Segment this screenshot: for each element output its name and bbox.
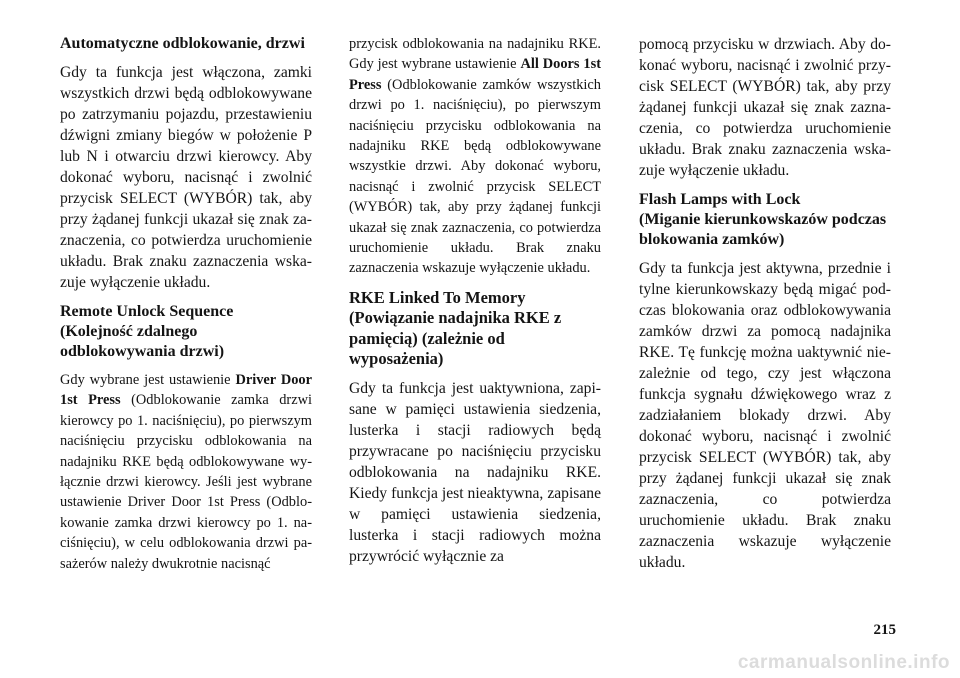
heading-line: (Kolejność zdalnego odblokowywania drzwi) [60,323,225,360]
section-heading-flash-lamps-with-lock [639,190,891,250]
paragraph-auto-unlock: Gdy ta funkcja jest włączona, zamki wszystkich drzwi będą odblokowywane po zatrzymaniu pojazdu, przestawieniu dźwigni zmiany biegów w położenie P lub N i otwarciu drzwi kierowcy. Aby dokonać wyboru, nacisnąć i zwolnić przycisk SELECT (WYBÓR) tak, aby przy żądanej funkcji ukazał się znak zaznaczenia, co potwierdza uruchomienie układu. Brak znaku zaznaczenia wskazuje wyłączenie układu. [60,64,312,291]
text-run: przycisk odblokowania na nadajniku RKE. Gdy jest wybrane ustawienie [349,36,601,73]
section-heading-rke-linked-to-memory [349,288,601,370]
page-number: 215 [873,622,896,638]
heading-line: blokowania zamków) [639,231,785,248]
heading-line: RKE Linked To Memory [349,287,526,307]
text-column-1 [60,34,312,583]
heading-line: Flash Lamps with Lock [639,191,801,208]
heading-line: (Miganie kierunkowskazów podczas [639,211,887,228]
text-column-3 [639,34,891,582]
text-run: (Odblokowanie zamków wszystkich drzwi po 1. naciśnięciu), po pierwszym naciśnięciu przycisku odblokowania na nadajniku RKE będą odblokowywane wszystkie drzwi. Aby dokonać wyboru, nacisnąć i zwolnić przycisk SELECT (WYBÓR) tak, aby przy żądanej funkcji ukazał się znak zaznaczenia, co potwierdza uruchomienie układu. Brak znaku zaznaczenia wskazuje wyłączenie układu. [349,76,601,277]
text-column-2 [349,34,601,576]
option-name-driver-door-1st-press: Driver Door 1st Press [60,372,312,409]
paragraph-flash-lamps-with-lock: Gdy ta funkcja jest aktywna, przednie i tylne kierunkowskazy będą migać podczas blokowania oraz odblokowywania zamków drzwi za pomocą nadajnika RKE. Tę funkcję można uaktywnić niezależnie od tego, czy jest włączona funkcja sygnału dźwiękowego wraz z zadziałaniem blokady drzwi. Aby dokonać wyboru, nacisnąć i zwolnić przycisk SELECT (WYBÓR) tak, aby przy żądanej funkcji ukazał się znak zaznaczenia, co potwierdza uruchomienie układu. Brak znaku zaznaczenia wskazuje wyłączenie układu. [639,260,891,571]
text-run: Gdy wybrane jest ustawienie [60,372,236,388]
heading-line: pamięcią) (zależnie od wyposażenia) [349,328,505,369]
heading-line: (Powiązanie nadajnika RKE z [349,308,562,328]
watermark: carmanualsonline.info [737,652,950,673]
heading-line: Remote Unlock Sequence [60,303,234,320]
paragraph-remote-unlock-sequence [60,370,312,574]
section-heading-remote-unlock-sequence [60,302,312,362]
text-run: (Odblokowanie zamka drzwi kierowcy po 1. naciśnięciu), po pierwszym naciśnięciu przycisku odblokowania na nadajniku RKE będą odblokowywane wyłącznie drzwi kierowcy. Jeśli jest wybrane ustawienie Driver Door 1st Press (Odblokowanie zamka drzwi kierowcy po 1. naciśnięciu), w celu odblokowania drzwi pasażerów należy dwukrotnie nacisnąć [60,392,312,572]
option-name-all-doors-1st-press: All Doors 1st Press [349,56,601,93]
paragraph-remote-unlock-continued [349,34,601,279]
section-heading-auto-unlock: Automatyczne odblokowanie, drzwi [60,35,305,52]
paragraph-rke-linked-to-memory: Gdy ta funkcja jest uaktywniona, zapisane w pamięci ustawienia siedzenia, lusterka i stacji radiowych będą przywracane po naciśnięciu przycisku odblokowania na nadajniku RKE. Kiedy funkcja jest nieaktywna, zapisane w pamięci ustawienia siedzenia, lusterka i stacji radiowych można przywrócić wyłącznie za [349,379,601,565]
paragraph-rke-memory-continued: pomocą przycisku w drzwiach. Aby dokonać wyboru, nacisnąć i zwolnić przycisk SELECT (WYBÓR) tak, aby przy żądanej funkcji ukazał się znak zaznaczenia, co potwierdza uruchomienie układu. Brak znaku zaznaczenia wskazuje wyłączenie układu. [639,36,891,179]
